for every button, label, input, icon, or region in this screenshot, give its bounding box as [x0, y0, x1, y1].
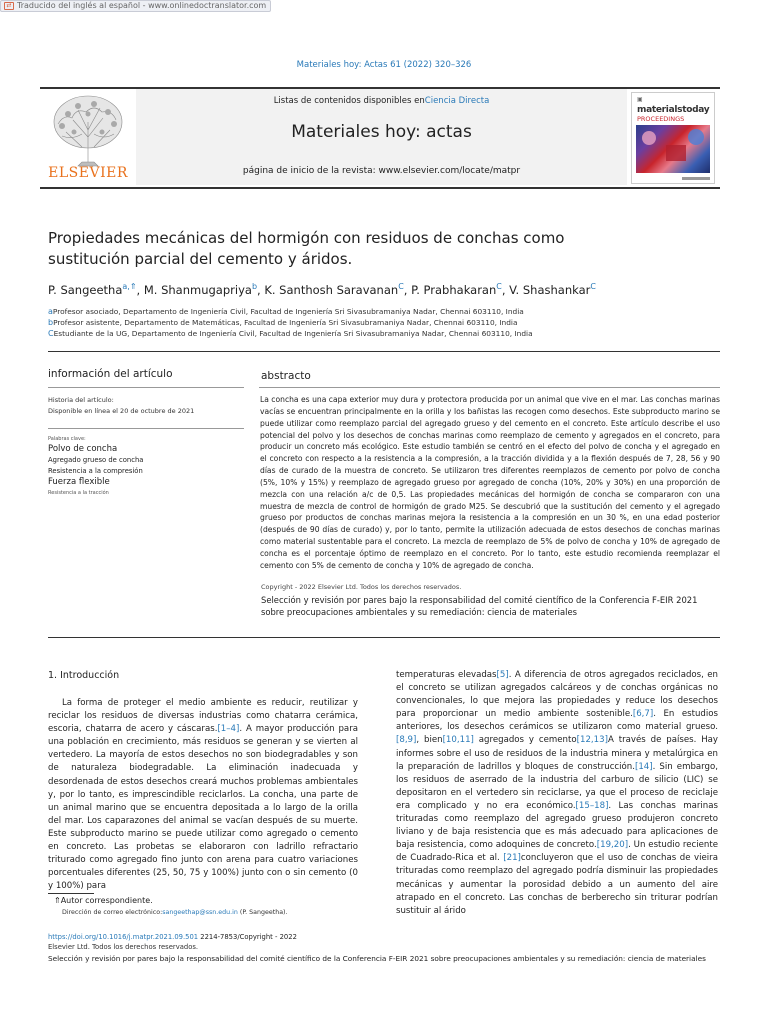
- intro-text: . Sin embargo, los residuos de aserrado de la industria del carburo de silicio (LIC) se depositaron en el vertedero sin reciclarse, ya que el proceso de reciclaje era complicado y no era económico.: [396, 761, 718, 811]
- intro-text: . En estudios anteriores, los desechos cerámicos se utilizaron como material grueso.: [396, 709, 719, 733]
- cover-publisher-mark: [682, 177, 710, 180]
- contents-prefix: Listas de contenidos disponibles en: [273, 96, 425, 106]
- keyword-5: Resistencia a la tracción: [48, 490, 109, 496]
- intro-text: . A mayor producción para una población en crecimiento, más residuos se generan y se vierten al vertedero. La mayoría de estos desechos no son biodegradables y son de naturaleza biodegradable. La eliminación inadecuada y desordenada de estos desechos creará muchos problemas ambientales y, por lo tanto, es imprescindible reciclarlos. La concha, una parte de un animal marino que se encuentra depositada a lo largo de la orilla del mar. Los caparazones del animal se vacían después de su muerte. Este subproducto marino se puede utilizar como agregado o cemento en concreto. Las probetas se elaboraron con ladrillo refractario triturado como agregado fino junto con arena para cuatro variaciones porcentuales diferentes (25, 50, 75 y 100%) junto con o sin cemento (0 y 100%) para: [48, 724, 358, 892]
- author-name: K. Santhosh Saravanan: [264, 282, 399, 297]
- abstract-selection-note: Selección y revisión por pares bajo la responsabilidad del comité científico de la Conferencia F-EIR 2021 sobre preocupaciones ambientales y su remediación: ciencia de materiales: [261, 595, 698, 617]
- abstract-rule: [259, 387, 720, 388]
- intro-column-1: [48, 697, 358, 893]
- email-note: Dirección de correo electrónico:sangeethap@ssn.edu.in (P. Sangeetha).: [62, 909, 288, 916]
- cover-volume-icon: ▣: [637, 96, 643, 103]
- footnote-mark: ⇑: [54, 896, 61, 905]
- footer-selection-note: Selección y revisión por pares bajo la responsabilidad del comité científico de la Conferencia F-EIR 2021 sobre preocupaciones ambientales y su remediación: ciencia de materiales: [48, 954, 706, 963]
- translator-text: Traducido del inglés al español - www.onlinedoctranslator.com: [17, 1, 267, 10]
- cover-subtitle: PROCEEDINGS: [637, 115, 685, 123]
- homepage-url[interactable]: www.elsevier.com/locate/matpr: [378, 166, 521, 176]
- translate-icon: ⇄: [4, 2, 14, 10]
- intro-heading: 1. Introducción: [48, 670, 120, 681]
- abstract-text: La concha es una capa exterior muy dura y protectora producida por un animal que vive en el mar. Las conchas marinas vacías se encuentran principalmente en la orilla y los bañistas las recogen como desechos. Este subproducto marino se puede utilizar como reemplazo parcial del agregado grueso y del cemento en el concreto. Este artículo describe el uso potencial del polvo y los desechos de conchas marinas como reemplazo de cemento y agregados en el concreto, para producir un concreto más ecológico. Este estudio también se centró en el efecto del polvo de concha y el agregado en el concreto con respecto a la resistencia a la compresión, a la tracción dividida y a la flexión después de 7, 28, 56 y 90 días de curado de la muestra de concreto. Se utilizaron tres diferentes reemplazos de cemento por polvo de concha (5%, 10% y 15%) y reemplazo de agregado grueso por agregado de concha (10%, 20% y 30%) en una proporción de mezcla con una relación a/c de 0,5. Las propiedades mecánicas del hormigón de concha se compararon con una muestra de mezcla de control de hormigón de grado M25. Se descubrió que la sustitución del cemento y el agregado grueso por productos de conchas marinas mejora la resistencia a la compresión en un 30 %, en una edad posterior (después de 90 días de curado) y, por lo tanto, permite la utilización adecuada de estos desechos de conchas marinas como material sustentable para el concreto. La mezcla de reemplazo de 5% de polvo de concha y 10% de agregado de concha es el porcentaje óptimo de reemplazo en el concreto. Por lo tanto, este estudio recomienda reemplazar el cemento con 5% de cemento de concha y 10% de agregado de concha.: [260, 395, 720, 570]
- sciencedirect-link[interactable]: Ciencia Directa: [424, 96, 490, 106]
- author-list: P. Sangeetha$^{a,⇑}$, M. Shanmugapriya$^b$, K. Santhosh Saravanan$^C$, P. Prabhakaran$^C$, V. Shashankar$^C$: [48, 282, 596, 297]
- citation-link[interactable]: [10,11]: [442, 735, 474, 746]
- citation-link[interactable]: [14]: [634, 761, 653, 772]
- contents-available: [136, 96, 627, 106]
- intro-text: . A diferencia de otros agregados reciclados, en el concreto se utilizan agregados calcáreos y de conchas orgánicas no convencionales, lo que mejora las propiedades y reduce los desechos para proporcionar un medio ambiente sostenible.: [396, 670, 718, 720]
- footer-rights: Elsevier Ltd. Todos los derechos reservados.: [48, 943, 199, 951]
- citation-link[interactable]: [8,9]: [396, 735, 417, 746]
- author-affiliation-mark[interactable]: a,⇑: [122, 282, 137, 291]
- author-name: P. Sangeetha: [48, 282, 123, 297]
- affiliation-b: bProfesor asistente, Departamento de Matemáticas, Facultad de Ingeniería Sri Sivasubramaniya Nadar, Chennai 603110, India: [48, 318, 518, 327]
- journal-reference[interactable]: [0, 60, 768, 70]
- citation-link[interactable]: [5]: [496, 670, 509, 680]
- intro-text: . Un estudio reciente de Cuadrado-Rica et al.: [396, 840, 718, 864]
- keywords-label: Palabras clave:: [48, 436, 86, 442]
- citation-link[interactable]: [19,20]: [596, 840, 629, 851]
- abstract-copyright: Copyright - 2022 Elsevier Ltd. Todos los derechos reservados.: [261, 583, 462, 591]
- intro-text: temperaturas elevadas: [396, 670, 497, 680]
- section-rule-bottom: [48, 637, 720, 638]
- cover-title: materialstoday: [637, 105, 710, 115]
- citation-link[interactable]: [21]: [503, 853, 521, 864]
- author-affiliation-mark[interactable]: C: [398, 282, 404, 291]
- author-name: P. Prabhakaran: [411, 282, 497, 297]
- doi-link[interactable]: https://doi.org/10.1016/j.matpr.2021.09.501: [48, 933, 199, 941]
- affiliation-c: CEstudiante de la UG, Departamento de Ingeniería Civil, Facultad de Ingeniería Sri Sivasubramaniya Nadar, Chennai 603110, India: [48, 329, 533, 338]
- keyword-4: Fuerza flexible: [48, 477, 110, 487]
- keyword-2: Agregado grueso de concha: [48, 456, 144, 464]
- history-label: Historia del artículo:: [48, 396, 114, 404]
- intro-text: La forma de proteger el medio ambiente es reducir, reutilizar y reciclar los residuos de diversas industrias como chatarra cerámica, escoria, chatarra de acero y cáscaras.: [48, 698, 358, 735]
- cover-image: [636, 125, 710, 173]
- elsevier-wordmark: ELSEVIER: [48, 165, 128, 181]
- intro-text: agregados y cemento: [473, 735, 577, 746]
- info-rule-2: [48, 428, 244, 429]
- translator-banner[interactable]: [0, 0, 271, 12]
- section-rule-top: [48, 351, 720, 352]
- author-name: M. Shanmugapriya: [143, 282, 252, 297]
- journal-homepage: [136, 166, 627, 176]
- intro-column-2: [396, 669, 718, 918]
- author-name: V. Shashankar: [509, 282, 591, 297]
- article-title: Propiedades mecánicas del hormigón con residuos de conchas como sustitución parcial del cemento y áridos.: [48, 229, 565, 268]
- journal-cover-thumbnail: [631, 92, 715, 184]
- doi-line: [48, 933, 297, 941]
- article-info-heading: información del artículo: [48, 368, 173, 380]
- citation-link[interactable]: [15–18]: [575, 800, 609, 811]
- intro-text: , bien: [416, 735, 443, 746]
- corresponding-author-note: ⇑Autor correspondiente.: [54, 896, 153, 905]
- author-affiliation-mark[interactable]: C: [496, 282, 502, 291]
- info-rule-1: [48, 387, 244, 388]
- issn: 2214-7853/Copyright - 2022: [198, 933, 297, 941]
- intro-text: A través de países. Hay informes sobre el uso de residuos de la industria minera y metalúrgica en la preparación de ladrillos y bloques de construcción.: [396, 735, 719, 772]
- abstract-heading: abstracto: [261, 370, 311, 382]
- citation-link[interactable]: [1–4]: [217, 724, 240, 735]
- intro-text: concluyeron que el uso de conchas de vieira trituradas como reemplazo del agregado podría disminuir las propiedades mecánicas y aumentar la porosidad debido a un aumento del aire atrapado en el concreto. Las conchas de berberecho sin triturar podrían sustituir al árido: [396, 853, 718, 916]
- author-affiliation-mark[interactable]: b: [251, 282, 258, 291]
- email-link[interactable]: sangeethap@ssn.edu.in: [162, 909, 238, 916]
- header-bottom-rule: [40, 187, 720, 189]
- citation-link[interactable]: [6,7]: [632, 709, 654, 720]
- citation-link[interactable]: [12,13]: [576, 735, 608, 746]
- journal-name: Materiales hoy: actas: [291, 122, 472, 142]
- keyword-3: Resistencia a la compresión: [48, 467, 143, 475]
- journal-ref-link[interactable]: Materiales hoy: Actas 61 (2022) 320–326: [296, 60, 472, 70]
- history-value: Disponible en línea el 20 de octubre de 2021: [48, 407, 195, 415]
- footnote-rule: [48, 893, 94, 894]
- author-affiliation-mark[interactable]: C: [590, 282, 596, 291]
- affiliation-a: aProfesor asociado, Departamento de Ingeniería Civil, Facultad de Ingeniería Sri Sivasubramaniya Nadar, Chennai 603110, India: [48, 307, 524, 316]
- keyword-1: Polvo de concha: [48, 444, 118, 454]
- intro-text: . Las conchas marinas trituradas como reemplazo del agregado grueso produjeron concreto liviano y de baja resistencia que es más adecuado para aplicaciones de baja resistencia, como adoquines de concreto.: [396, 800, 718, 851]
- homepage-prefix: página de inicio de la revista:: [242, 166, 379, 176]
